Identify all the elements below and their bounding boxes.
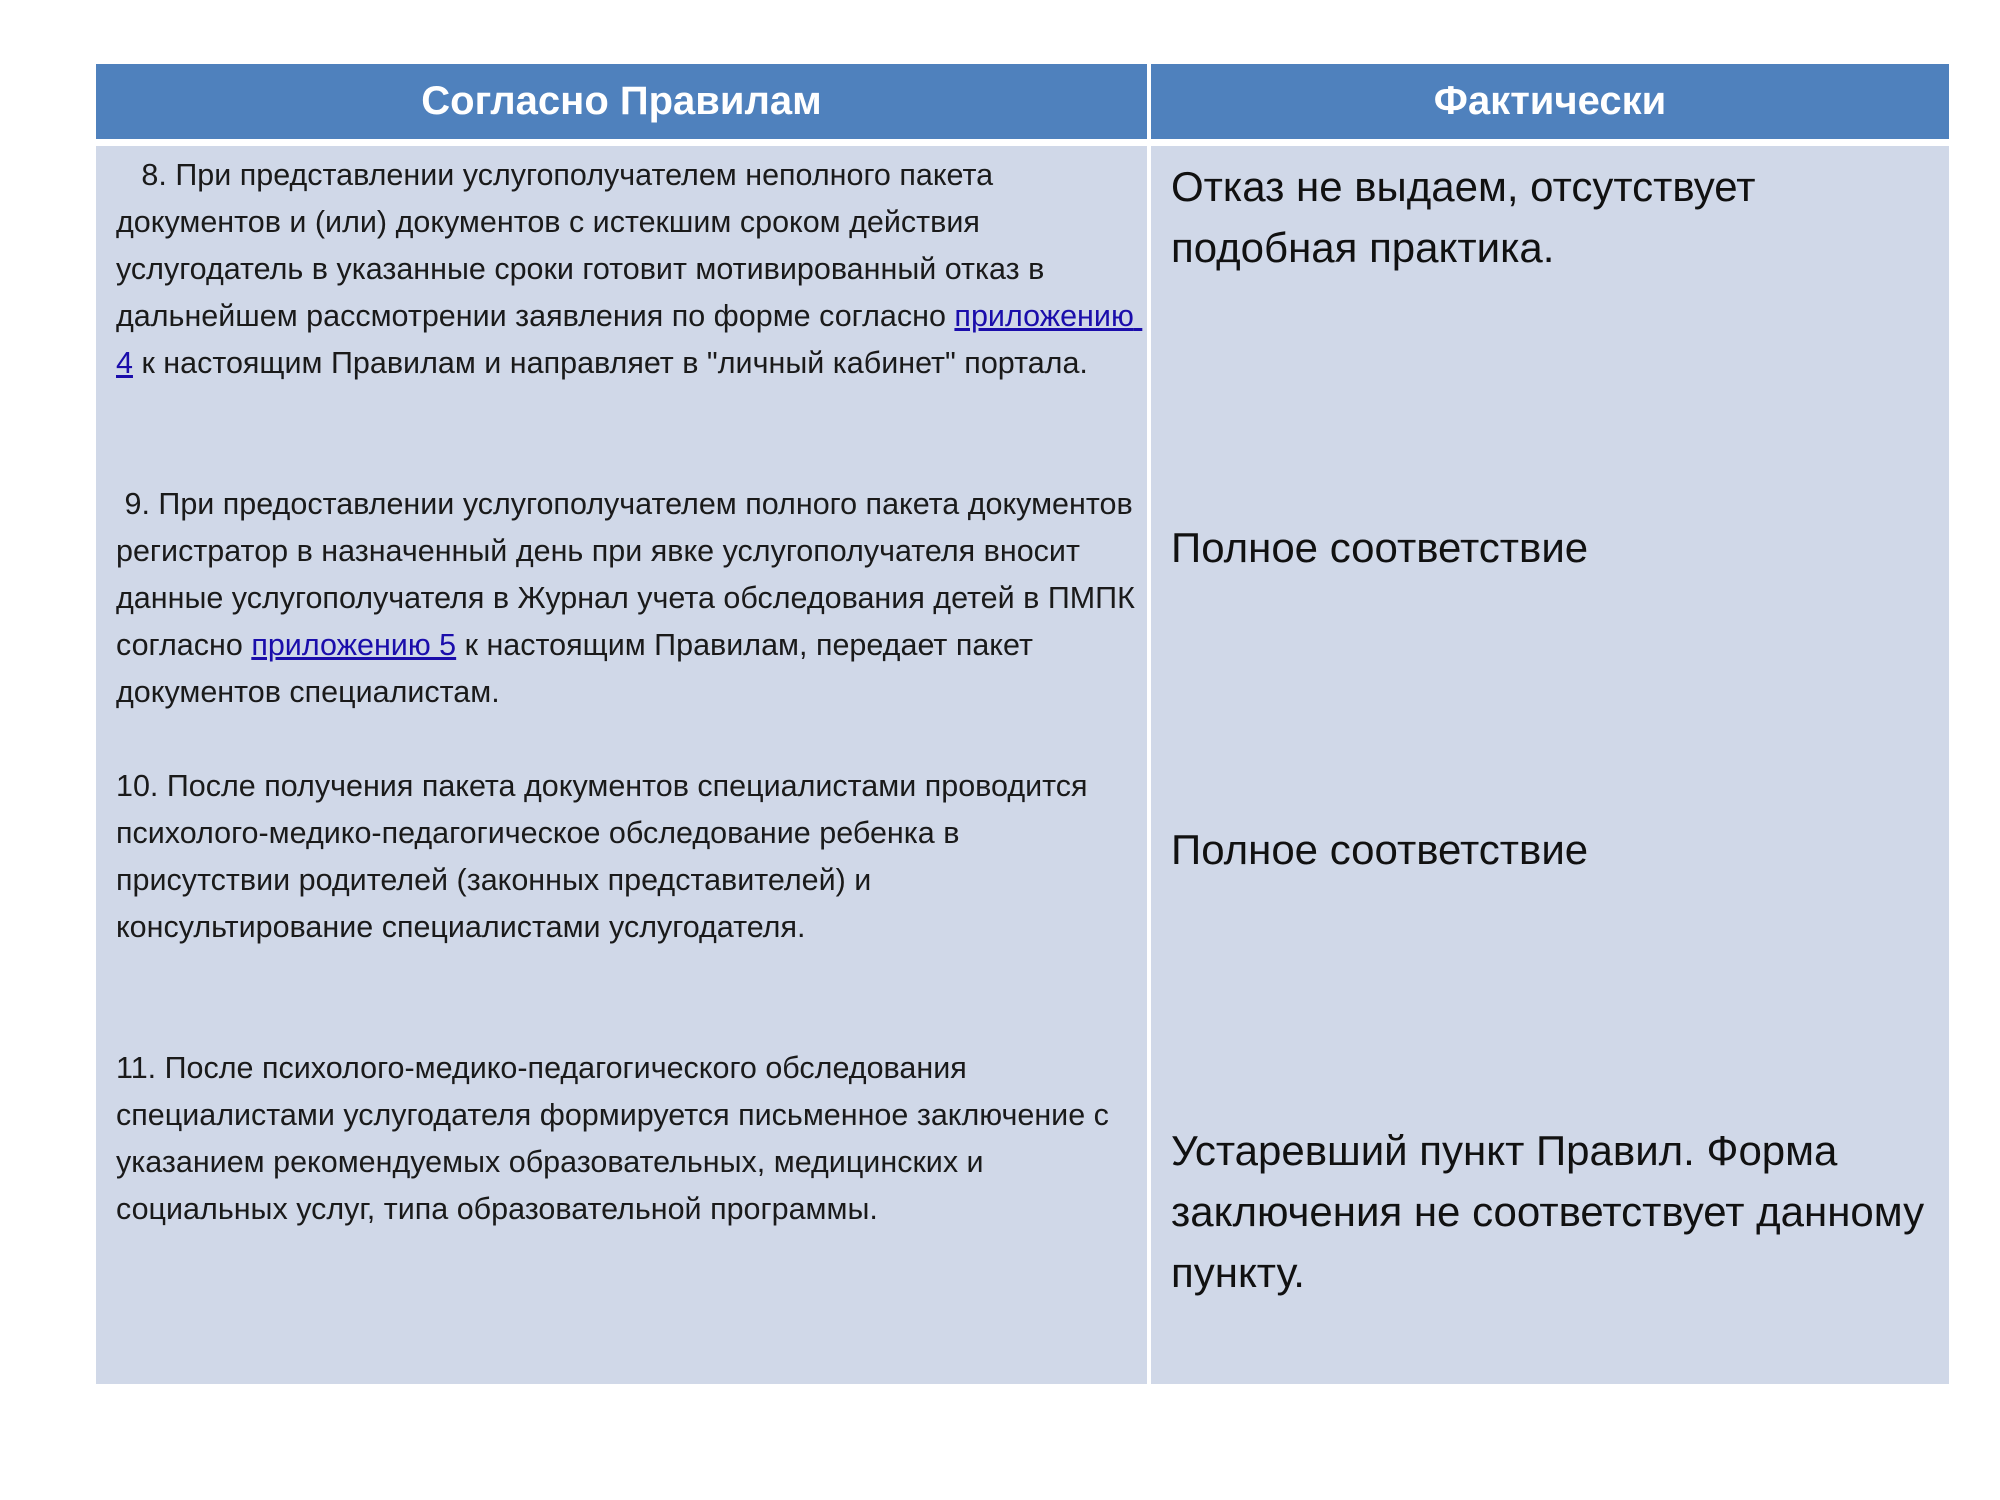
fact-10: Полное соответствие — [1171, 826, 1589, 873]
fact-8: Отказ не выдаем, отсутствует подобная практика. — [1171, 163, 1756, 271]
fact-9: Полное соответствие — [1171, 524, 1589, 571]
clause-10-text: 10. После получения пакета документов специалистами проводится психолого-медико-педагогическое обследование ребенка в присутствии родителей (законных представителей) и консультирование специалистами услугодателя. — [116, 769, 1088, 944]
clause-9-text-end: к настоящим Правилам, передает пакет документов специалистам. — [116, 628, 1042, 709]
rules-column — [96, 146, 1147, 1384]
clause-9-text: 9. При предоставлении услугополучателем полного пакета документов регистратор в назначенный день при явке услугополучателя вносит данные услугополучателя в Журнал учета обследования детей в ПМПК согласно — [116, 487, 1144, 662]
clause-10 — [116, 763, 1136, 951]
comparison-table — [96, 64, 1949, 1384]
appendix-5-link[interactable]: приложению 5 — [251, 628, 457, 662]
header-actual: Фактически — [1151, 64, 1949, 139]
clause-8-text-end: к настоящим Правилам и направляет в "личный кабинет" портала. — [132, 346, 1088, 380]
table-header — [96, 64, 1949, 139]
fact-11: Устаревший пункт Правил. Форма заключения не соответствует данному пункту. — [1171, 1127, 1925, 1296]
actual-column — [1151, 146, 1949, 1384]
clause-8-text: 8. При представлении услугополучателем неполного пакета документов и (или) документов с истекшим сроком действия услугодатель в указанные сроки готовит мотивированный отказ в дальнейшем рассмотрении заявления по форме согласно — [116, 158, 1053, 333]
clause-9 — [116, 481, 1144, 716]
clause-11-text: 11. После психолого-медико-педагогического обследования специалистами услугодателя формируется письменное заключение с указанием рекомендуемых образовательных, медицинских и социальных услуг, типа образовательной программы. — [116, 1051, 1109, 1226]
clause-8 — [116, 152, 1143, 387]
header-rules: Согласно Правилам — [96, 64, 1147, 139]
appendix-4-link[interactable]: приложению 4 — [116, 299, 1143, 380]
clause-11 — [116, 1045, 1136, 1233]
